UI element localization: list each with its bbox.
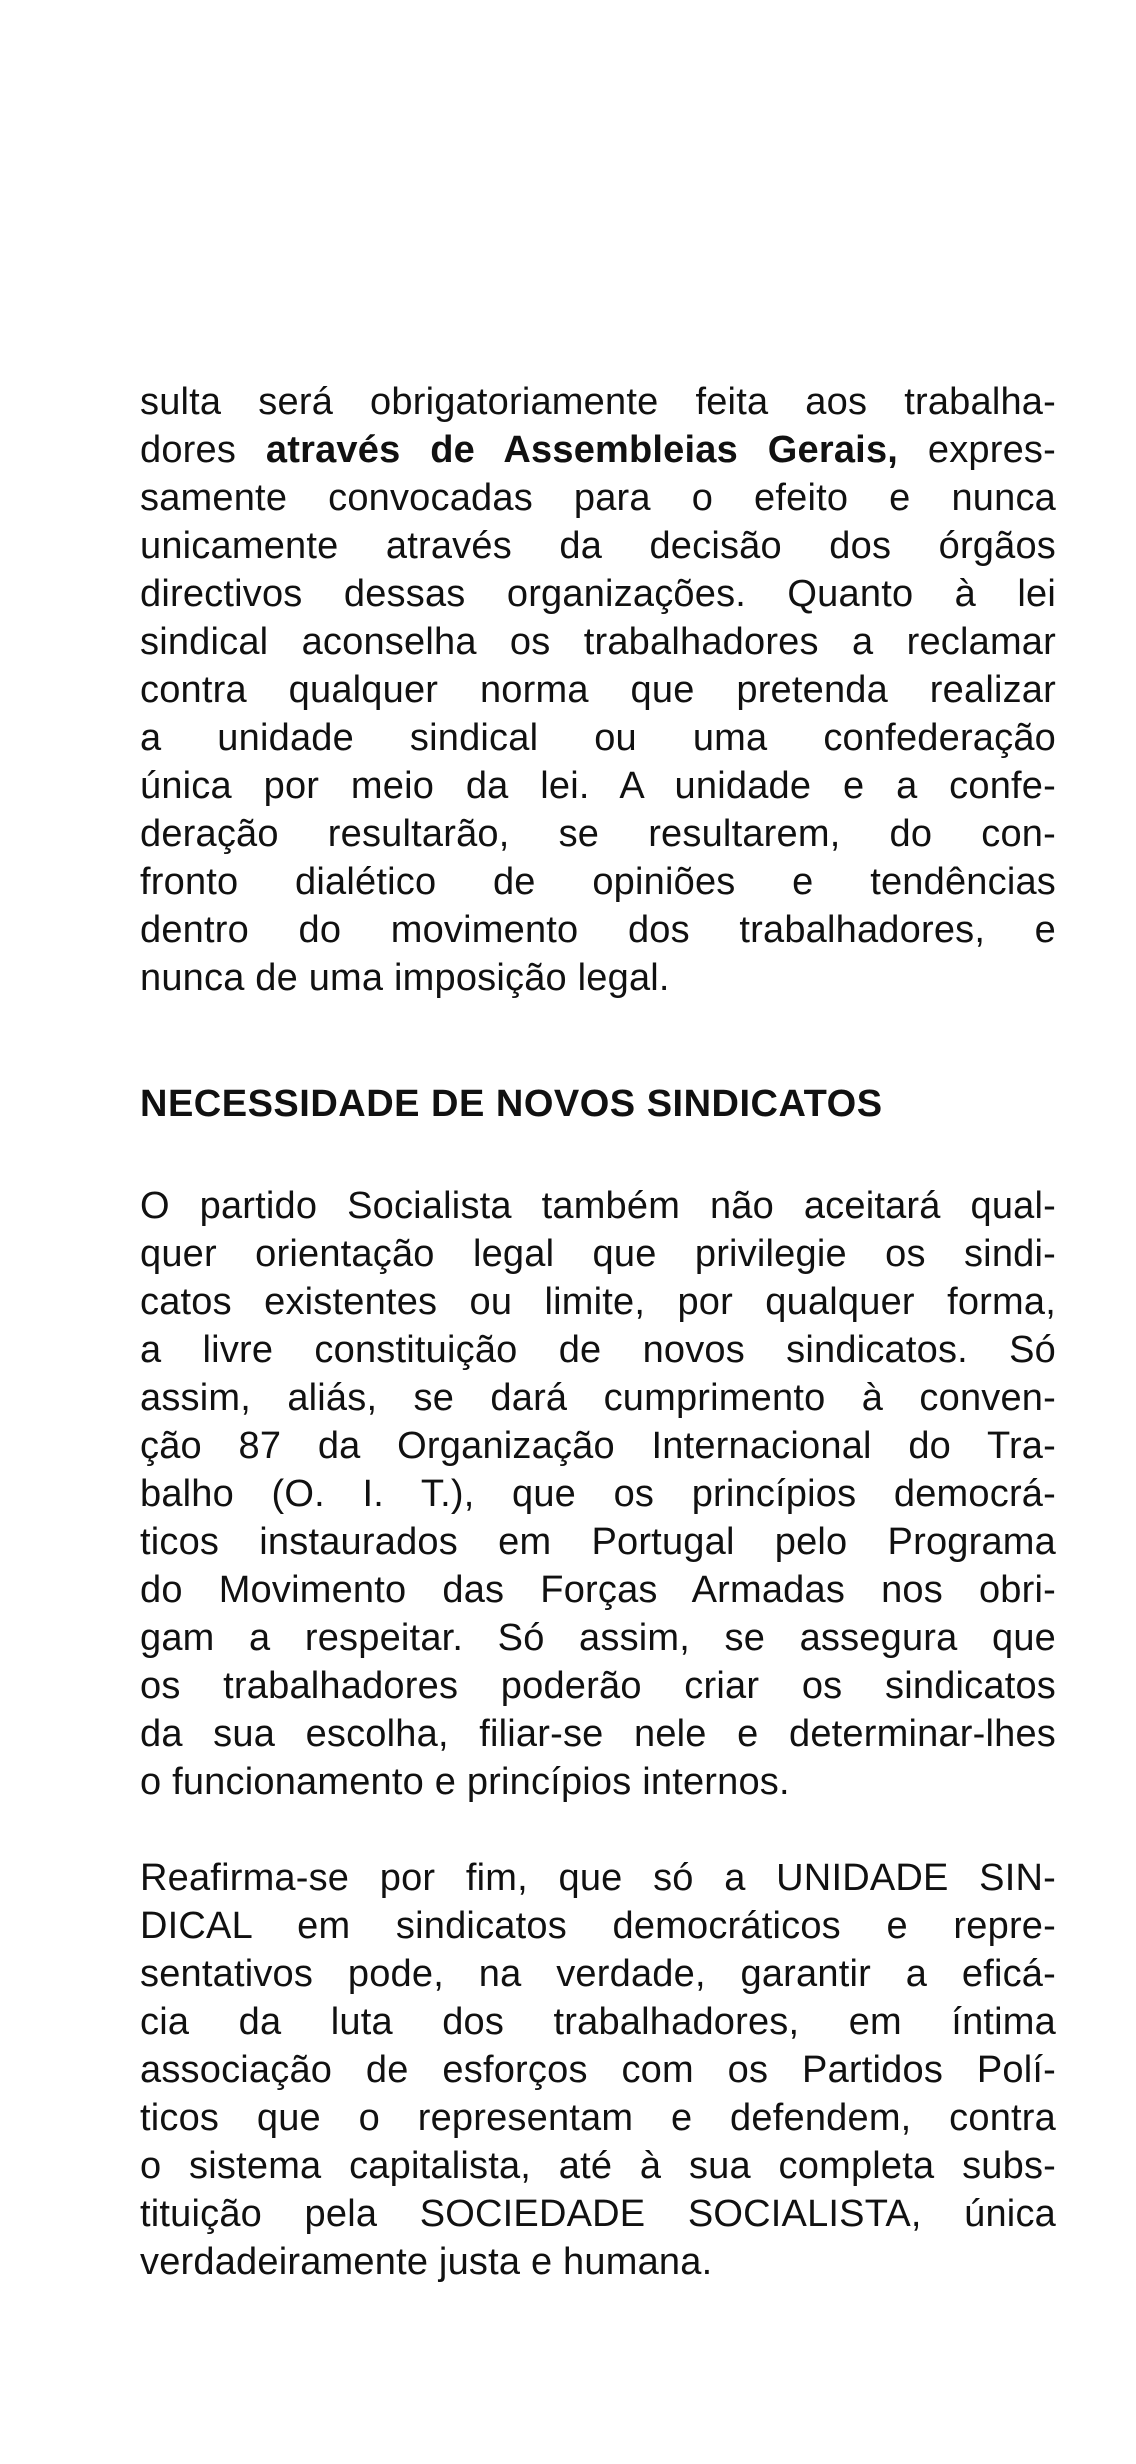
text-span: expres- xyxy=(927,429,1056,471)
text-line: sentativos pode, na verdade, garantir a eficá- xyxy=(140,1953,1056,1995)
text-line: a unidade sindical ou uma confederação xyxy=(140,717,1056,759)
text-line: do Movimento das Forças Armadas nos obri- xyxy=(140,1569,1056,1611)
text-span: dores xyxy=(140,429,237,471)
text-line xyxy=(140,426,1056,474)
text-line: ção 87 da Organização Internacional do Tra- xyxy=(140,1425,1056,1467)
text-line: ticos instaurados em Portugal pelo Programa xyxy=(140,1521,1056,1563)
text-line: contra qualquer norma que pretenda realizar xyxy=(140,669,1056,711)
text-line: ticos que o representam e defendem, contra xyxy=(140,2097,1056,2139)
text-line: quer orientação legal que privilegie os sindi- xyxy=(140,1233,1056,1275)
text-line: o funcionamento e princípios internos. xyxy=(140,1761,790,1803)
paragraph-unidade-sindical xyxy=(140,1854,1056,2286)
section-heading: NECESSIDADE DE NOVOS SINDICATOS xyxy=(140,1083,883,1125)
paragraph-novos-sindicatos xyxy=(140,1182,1056,1806)
text-line: o sistema capitalista, até à sua completa subs- xyxy=(140,2145,1056,2187)
text-line: O partido Socialista também não aceitará qual- xyxy=(140,1185,1056,1227)
text-line: catos existentes ou limite, por qualquer forma, xyxy=(140,1281,1056,1323)
text-line: sindical aconselha os trabalhadores a reclamar xyxy=(140,621,1056,663)
text-line: cia da luta dos trabalhadores, em íntima xyxy=(140,2001,1056,2043)
bold-phrase: através de Assembleias Gerais, xyxy=(265,429,899,471)
text-line: fronto dialético de opiniões e tendências xyxy=(140,861,1056,903)
text-line: unicamente através da decisão dos órgãos xyxy=(140,525,1056,567)
text-line: da sua escolha, filiar-se nele e determinar-lhes xyxy=(140,1713,1056,1755)
text-line: nunca de uma imposição legal. xyxy=(140,957,670,999)
text-line: sulta será obrigatoriamente feita aos trabalha- xyxy=(140,381,1056,423)
text-line: Reafirma-se por fim, que só a UNIDADE SIN- xyxy=(140,1857,1056,1899)
text-line: associação de esforços com os Partidos Polí- xyxy=(140,2049,1056,2091)
text-line: directivos dessas organizações. Quanto à lei xyxy=(140,573,1056,615)
text-line: única por meio da lei. A unidade e a confe- xyxy=(140,765,1056,807)
text-line: verdadeiramente justa e humana. xyxy=(140,2241,713,2283)
text-line: gam a respeitar. Só assim, se assegura que xyxy=(140,1617,1056,1659)
text-line: balho (O. I. T.), que os princípios democrá- xyxy=(140,1473,1056,1515)
text-line: dentro do movimento dos trabalhadores, e xyxy=(140,909,1056,951)
text-line: deração resultarão, se resultarem, do con- xyxy=(140,813,1056,855)
text-line: DICAL em sindicatos democráticos e repre- xyxy=(140,1905,1056,1947)
text-line: samente convocadas para o efeito e nunca xyxy=(140,477,1056,519)
text-line: assim, aliás, se dará cumprimento à conven- xyxy=(140,1377,1056,1419)
paragraph-assembleias xyxy=(140,378,1056,1002)
text-line: tituição pela SOCIEDADE SOCIALISTA, única xyxy=(140,2193,1056,2235)
text-line: a livre constituição de novos sindicatos. Só xyxy=(140,1329,1056,1371)
text-line: os trabalhadores poderão criar os sindicatos xyxy=(140,1665,1056,1707)
